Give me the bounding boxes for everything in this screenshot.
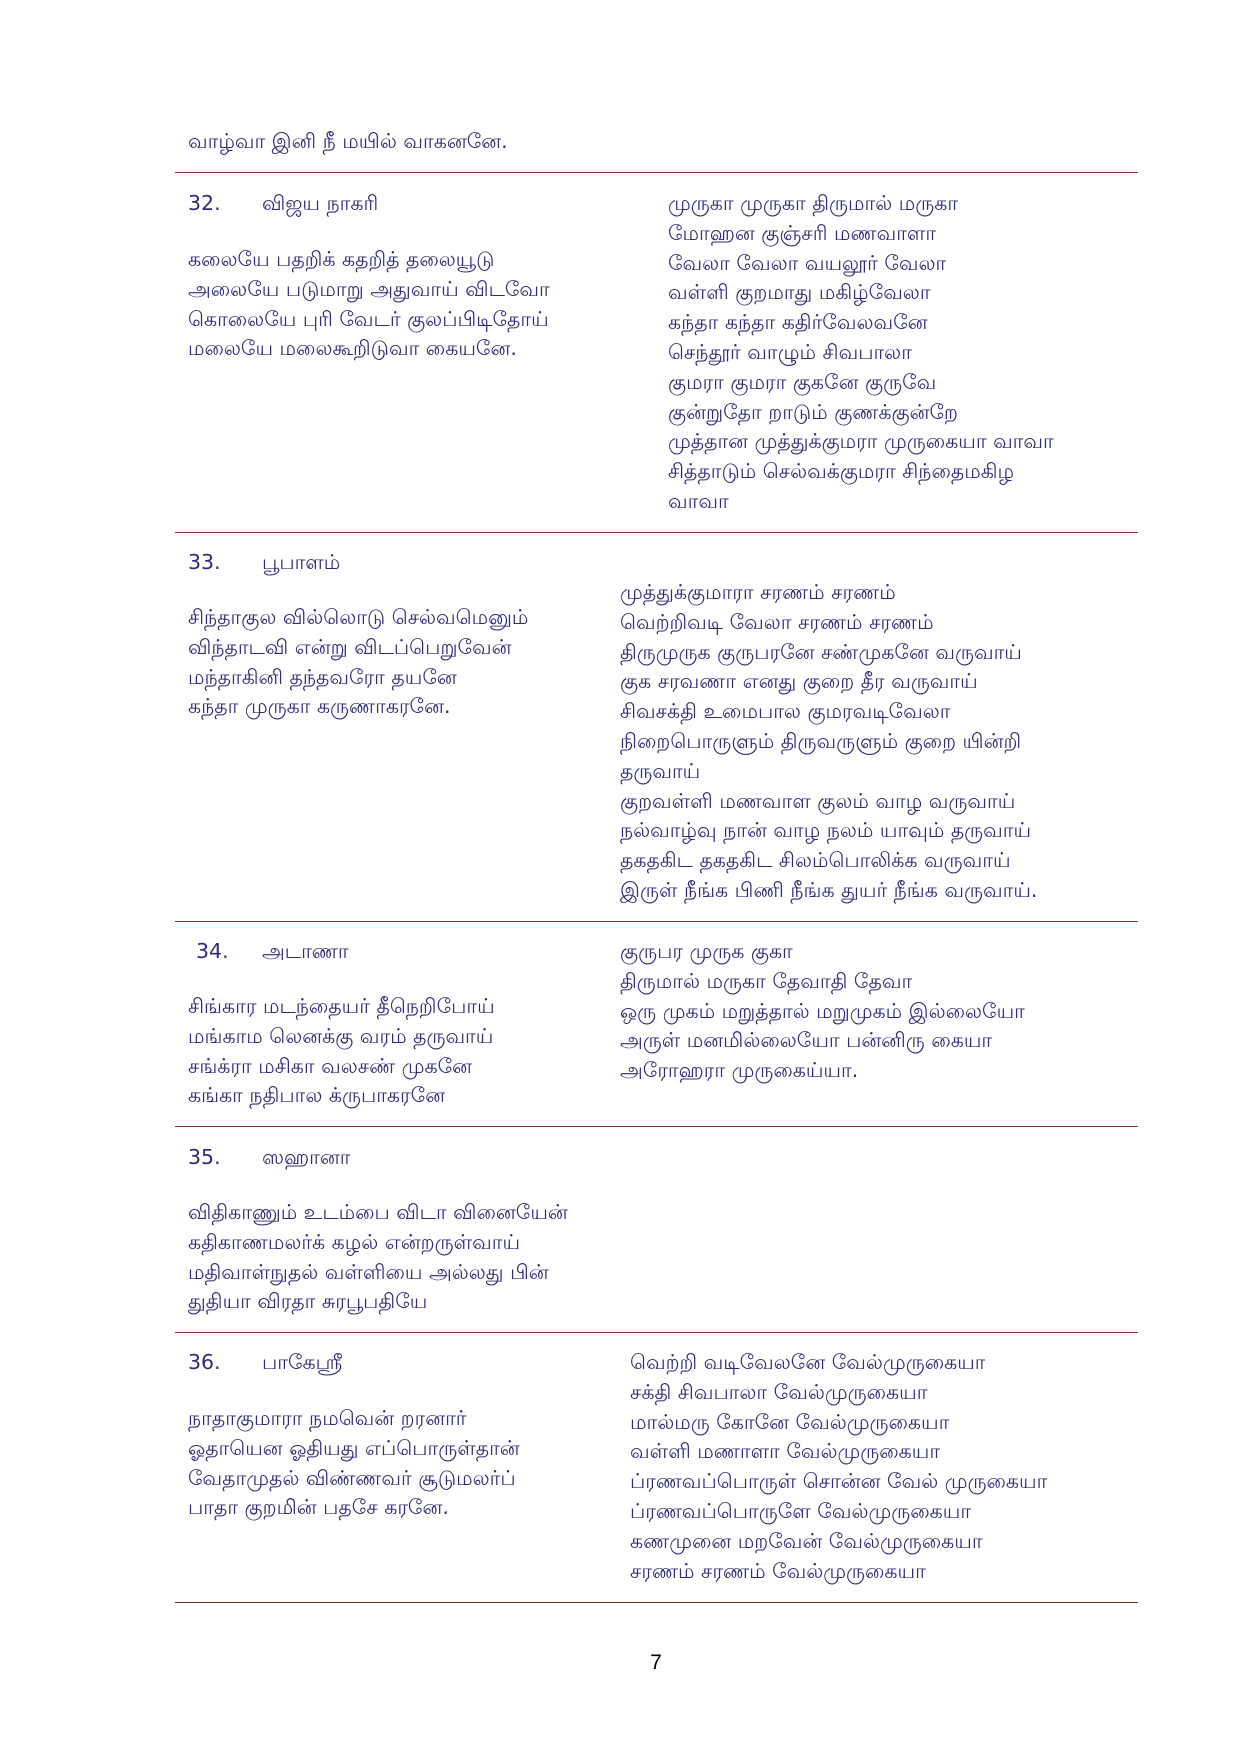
chant-line: செந்தூர் வாழும் சிவபாலா (668, 339, 912, 364)
verse-block (188, 245, 550, 364)
chant-line: தகதகிட தகதகிட சிலம்பொலிக்க வருவாய் (620, 848, 1011, 873)
chant-line: அருள் மனமில்லையோ பன்னிரு கையா (620, 1028, 993, 1053)
verse-line: கொலையே புரி வேடர் குலப்பிடிதோய் (188, 306, 549, 331)
chant-line: குமரா குமரா குகனே குருவே (668, 369, 937, 394)
chant-line: ப்ரணவப்பொருள் சொன்ன வேல் முருகையா (630, 1469, 1048, 1494)
divider-rule (175, 1332, 1138, 1333)
chant-line: தருவாய் (620, 758, 701, 783)
chant-line: முத்துக்குமாரா சரணம் சரணம் (620, 580, 896, 604)
verse-block (188, 603, 528, 722)
verse-line: மங்காம லெனக்கு வரம் தருவாய் (188, 1023, 494, 1048)
verse-line: மந்தாகினி தந்தவரோ தயனே (188, 664, 457, 689)
chant-line: கணமுனை மறவேன் வேல்முருகையா (630, 1528, 983, 1553)
chant-line: ப்ரணவப்பொருளே வேல்முருகையா (630, 1498, 972, 1523)
chant-line: வெற்றி வடிவேலனே வேல்முருகையா (630, 1350, 986, 1374)
verse-line: கலையே பதறிக் கதறித் தலையூடு (188, 247, 495, 271)
chant-block (620, 578, 1037, 906)
chant-line: அரோஹரா முருகைய்யா. (620, 1058, 859, 1083)
divider-rule (175, 1126, 1138, 1127)
chant-line: சிவசக்தி உமைபால குமரவடிவேலா (620, 699, 951, 724)
verse-block (188, 992, 495, 1111)
verse-line: பாதா குறமின் பதசே கரனே. (188, 1495, 449, 1520)
verse-line: வேதாமுதல் விண்ணவர் சூடுமலர்ப் (188, 1465, 516, 1490)
divider-rule (175, 532, 1138, 533)
section-number: 36. (188, 1350, 221, 1374)
chant-line: மோஹன குஞ்சரி மணவாளா (668, 220, 937, 245)
chant-line: குறவள்ளி மணவாள குலம் வாழ வருவாய் (620, 788, 1016, 813)
chant-line: சக்தி சிவபாலா வேல்முருகையா (630, 1379, 928, 1404)
raga-name: அடாணா (262, 939, 349, 963)
divider-rule (175, 172, 1138, 173)
chant-line: திருமுருக குருபரனே சண்முகனே வருவாய் (620, 639, 1022, 664)
verse-line: கதிகாணமலர்க் கழல் என்றருள்வாய் (188, 1229, 521, 1254)
verse-line: விந்தாடவி என்று விடப்பெறுவேன் (188, 634, 512, 659)
verse-line: சங்க்ரா மசிகா வலசண் முகனே (188, 1053, 473, 1078)
verse-line: நாதாகுமாரா நமவென் றரனார் (188, 1406, 467, 1430)
verse-line: சிங்கார மடந்தையர் தீநெறிபோய் (188, 994, 495, 1018)
section-number: 35. (188, 1145, 221, 1169)
chant-line: ஒரு முகம் மறுத்தால் மறுமுகம் இல்லையோ (620, 998, 1025, 1023)
verse-line: கந்தா முருகா கருணாகரனே. (188, 694, 451, 719)
chant-line: நல்வாழ்வு நான் வாழ நலம் யாவும் தருவாய் (620, 818, 1032, 843)
chant-line: முத்தான முத்துக்குமரா முருகையா வாவா (668, 429, 1054, 454)
verse-line: மதிவாள்நுதல் வள்ளியை அல்லது பின் (188, 1259, 549, 1284)
verse-block (188, 1404, 520, 1523)
section-number: 32. (188, 191, 221, 215)
verse-line: விதிகாணும் உடம்பை விடா வினையேன் (188, 1200, 568, 1224)
verse-line: துதியா விரதா சுரபூபதியே (188, 1289, 428, 1314)
chant-line: வள்ளி குறமாது மகிழ்வேலா (668, 280, 931, 305)
verse-line: சிந்தாகுல வில்லொடு செல்வமெனும் (188, 605, 529, 629)
raga-name: விஜய நாகரி (262, 191, 379, 215)
chant-line: வேலா வேலா வயலூர் வேலா (668, 250, 947, 275)
chant-line: சரணம் சரணம் வேல்முருகையா (630, 1558, 926, 1583)
chant-line: சித்தாடும் செல்வக்குமரா சிந்தைமகிழ (668, 459, 1014, 484)
verse-block (188, 1198, 568, 1317)
chant-line: குன்றுதோ றாடும் குணக்குன்றே (668, 399, 959, 424)
chant-block (630, 1348, 1047, 1586)
section-number: 34. (196, 939, 229, 963)
raga-name: ஸஹானா (262, 1145, 351, 1169)
chant-line: இருள் நீங்க பிணி நீங்க துயர் நீங்க வருவாய். (620, 877, 1038, 902)
chant-line: வாவா (668, 488, 729, 513)
verse-line: கங்கா நதிபால க்ருபாகரனே (188, 1083, 446, 1108)
intro-line: வாழ்வா இனி நீ மயில் வாகனனே. (188, 129, 508, 153)
chant-line: குக சரவணா எனது குறை தீர வருவாய் (620, 669, 978, 694)
chant-line: திருமால் மருகா தேவாதி தேவா (620, 968, 913, 993)
raga-name: பாகேஸ்ரீ (262, 1350, 343, 1374)
section-number: 33. (188, 550, 221, 574)
verse-line: அலையே படுமாறு அதுவாய் விடவோ (188, 276, 550, 301)
divider-rule (175, 921, 1138, 922)
raga-name: பூபாளம் (262, 550, 341, 574)
chant-block (668, 189, 1054, 517)
chant-line: மால்மரு கோனே வேல்முருகையா (630, 1409, 950, 1434)
chant-line: முருகா முருகா திருமால் மருகா (668, 191, 959, 215)
chant-line: வள்ளி மணாளா வேல்முருகையா (630, 1439, 941, 1464)
chant-block (620, 937, 1025, 1086)
chant-line: நிறைபொருளும் திருவருளும் குறை யின்றி (620, 728, 1022, 753)
verse-line: ஓதாயென ஓதியது எப்பொருள்தான் (188, 1435, 520, 1460)
divider-rule (175, 1602, 1138, 1603)
chant-line: குருபர முருக குகா (620, 939, 793, 963)
verse-line: மலையே மலைகூறிடுவா கையனே. (188, 336, 517, 361)
page-number: 7 (650, 1651, 662, 1674)
chant-line: வெற்றிவடி வேலா சரணம் சரணம் (620, 609, 934, 634)
chant-line: கந்தா கந்தா கதிர்வேலவனே (668, 310, 928, 335)
